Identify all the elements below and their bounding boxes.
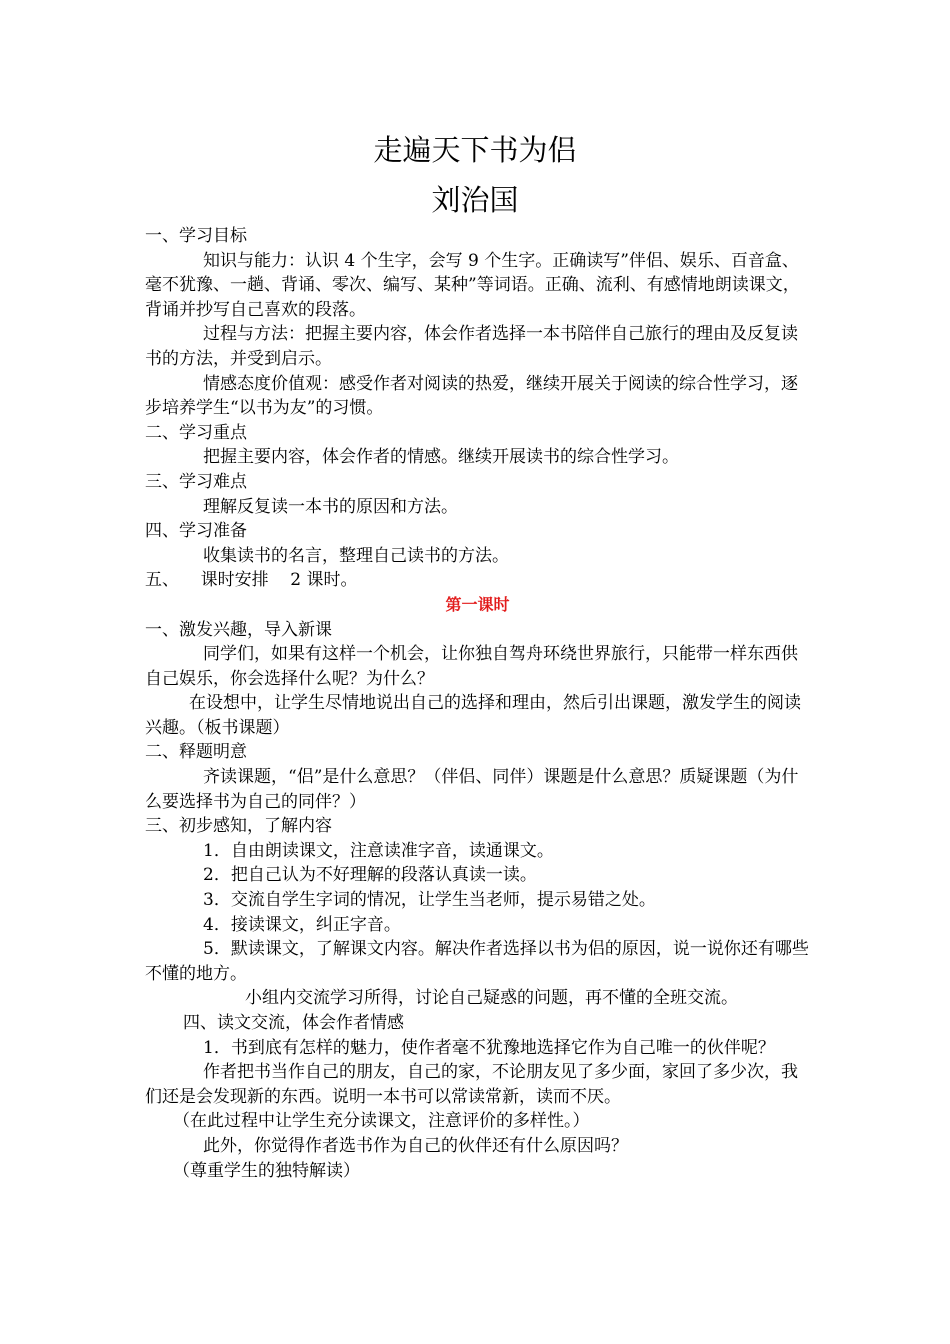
paragraph-imagination: 在设想中，让学生尽情地说出自己的选择和理由，然后引出课题，激发学生的阅读兴趣。（板书课题）	[145, 693, 801, 738]
paragraph-key-points: 把握主要内容，体会作者的情感。继续开展读书的综合性学习。	[203, 447, 679, 468]
list-item: 5．默读课文，了解课文内容。解决作者选择以书为侣的原因，说一说你还有哪些不懂的地方。	[145, 939, 809, 984]
list-item: 1．书到底有怎样的魅力，使作者毫不犹豫地选择它作为自己唯一的伙伴呢？	[203, 1037, 775, 1058]
paragraph-answer: 作者把书当作自己的朋友，自己的家，不论朋友见了多少面，家回了多少次，我们还是会发现新的东西。说明一本书可以常读常新，读而不厌。	[145, 1062, 798, 1107]
paragraph-difficulties: 理解反复读一本书的原因和方法。	[203, 496, 458, 517]
step-heading-reading-exchange: 四、读文交流，体会作者情感	[183, 1013, 404, 1033]
paragraph-note: （在此过程中让学生充分读课文，注意评价的多样性。）	[173, 1111, 590, 1132]
paragraph-title-meaning: 齐读课题，“侣”是什么意思？（伴侣、同伴）课题是什么意思？质疑课题（为什么要选择书为自己的同伴？）	[145, 767, 799, 812]
list-item: 2．把自己认为不好理解的段落认真读一读。	[203, 865, 537, 886]
list-item: 4．接读课文，纠正字音。	[203, 914, 401, 935]
lesson-heading: 第一课时	[445, 594, 510, 614]
section-heading-difficulties: 三、学习难点	[145, 471, 247, 492]
list-item: 1．自由朗读课文，注意读准字音，读通课文。	[203, 840, 554, 861]
step-heading-introduction: 一、激发兴趣，导入新课	[145, 619, 332, 640]
paragraph-note: （尊重学生的独特解读）	[173, 1160, 360, 1181]
paragraph-introduction: 同学们，如果有这样一个机会，让你独自驾舟环绕世界旅行，只能带一样东西供自己娱乐，你会选择什么呢？为什么？	[145, 644, 798, 689]
paragraph-process-method: 过程与方法：把握主要内容，体会作者选择一本书陪伴自己旅行的理由及反复读书的方法，并受到启示。	[145, 324, 798, 369]
step-heading-first-perception: 三、初步感知，了解内容	[145, 816, 332, 837]
paragraph-preparation: 收集读书的名言，整理自己读书的方法。	[203, 545, 509, 566]
document-body	[145, 224, 810, 1183]
paragraph-knowledge-ability: 知识与能力：认识 4 个生字，会写 9 个生字。正确读写”伴侣、娱乐、百音盒、毫不犹豫、一趟、背诵、零次、编写、某种”等词语。正确、流利、有感情地朗读课文，背诵并抄写自己喜欢的段落。	[145, 250, 800, 320]
section-heading-preparation: 四、学习准备	[145, 521, 247, 542]
section-heading-schedule: 五、 课时安排 2 课时。	[145, 570, 358, 591]
list-item: 3．交流自学生字词的情况，让学生当老师，提示易错之处。	[203, 890, 656, 911]
paragraph-question: 此外，你觉得作者选书作为自己的伙伴还有什么原因吗？	[203, 1135, 628, 1156]
step-heading-title-meaning: 二、释题明意	[145, 742, 247, 763]
section-heading-key-points: 二、学习重点	[145, 422, 247, 443]
section-heading-objectives: 一、学习目标	[145, 226, 247, 246]
document-title: 走遍天下书为侣	[373, 133, 577, 167]
paragraph-group-exchange: 小组内交流学习所得，讨论自己疑惑的问题，再不懂的全班交流。	[245, 988, 738, 1009]
paragraph-emotion-values: 情感态度价值观：感受作者对阅读的热爱，继续开展关于阅读的综合性学习，逐步培养学生“以书为友”的习惯。	[145, 373, 798, 419]
document-author: 刘治国	[431, 183, 519, 217]
